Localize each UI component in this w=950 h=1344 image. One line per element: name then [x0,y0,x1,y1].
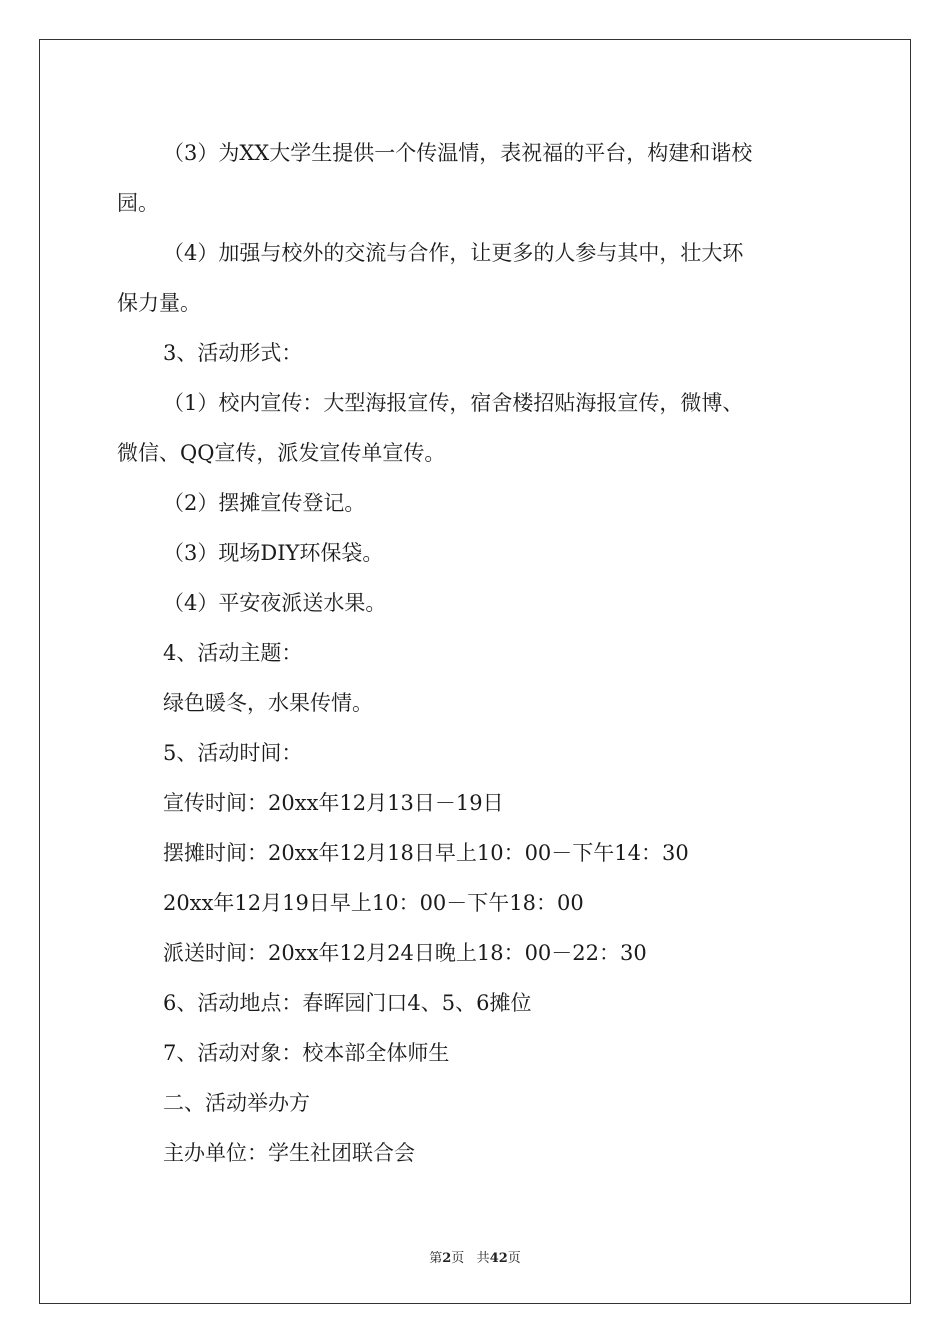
page-footer [0,1247,950,1266]
paragraph-form-3: （3）现场DIY环保袋。 [163,541,384,565]
footer-total-pages: 42 [489,1251,508,1266]
footer-page-prefix: 第 [429,1251,443,1266]
paragraph-form-1-cont: 微信、QQ宣传，派发宣传单宣传。 [117,441,446,465]
paragraph-goal-3: （3）为XX大学生提供一个传温情，表祝福的平台，构建和谐校 [163,141,753,165]
paragraph-goal-3-cont: 园。 [117,191,159,215]
paragraph-promo-time: 宣传时间：20xx年12月13日－19日 [163,791,504,815]
footer-total-prefix: 共 [476,1251,490,1266]
paragraph-host: 主办单位：学生社团联合会 [163,1141,415,1165]
footer-page-number: 2 [442,1251,452,1266]
heading-activity-theme: 4、活动主题： [163,641,303,665]
heading-organizer: 二、活动举办方 [163,1091,310,1115]
footer-total-suffix: 页 [507,1251,521,1266]
paragraph-location: 6、活动地点：春晖园门口4、5、6摊位 [163,991,532,1015]
paragraph-form-2: （2）摆摊宣传登记。 [163,491,366,515]
paragraph-audience: 7、活动对象：校本部全体师生 [163,1041,450,1065]
document-body [117,128,835,1178]
paragraph-booth-time-2: 20xx年12月19日早上10：00－下午18：00 [163,891,584,915]
footer-page-suffix: 页 [451,1251,465,1266]
paragraph-goal-4: （4）加强与校外的交流与合作，让更多的人参与其中，壮大环 [163,241,744,265]
paragraph-booth-time: 摆摊时间：20xx年12月18日早上10：00－下午14：30 [163,841,689,865]
heading-activity-form: 3、活动形式： [163,341,303,365]
heading-activity-time: 5、活动时间： [163,741,303,765]
paragraph-form-4: （4）平安夜派送水果。 [163,591,387,615]
paragraph-theme: 绿色暖冬，水果传情。 [163,691,373,715]
paragraph-form-1: （1）校内宣传：大型海报宣传，宿舍楼招贴海报宣传，微博、 [163,391,744,415]
paragraph-goal-4-cont: 保力量。 [117,291,201,315]
paragraph-delivery-time: 派送时间：20xx年12月24日晚上18：00－22：30 [163,941,647,965]
